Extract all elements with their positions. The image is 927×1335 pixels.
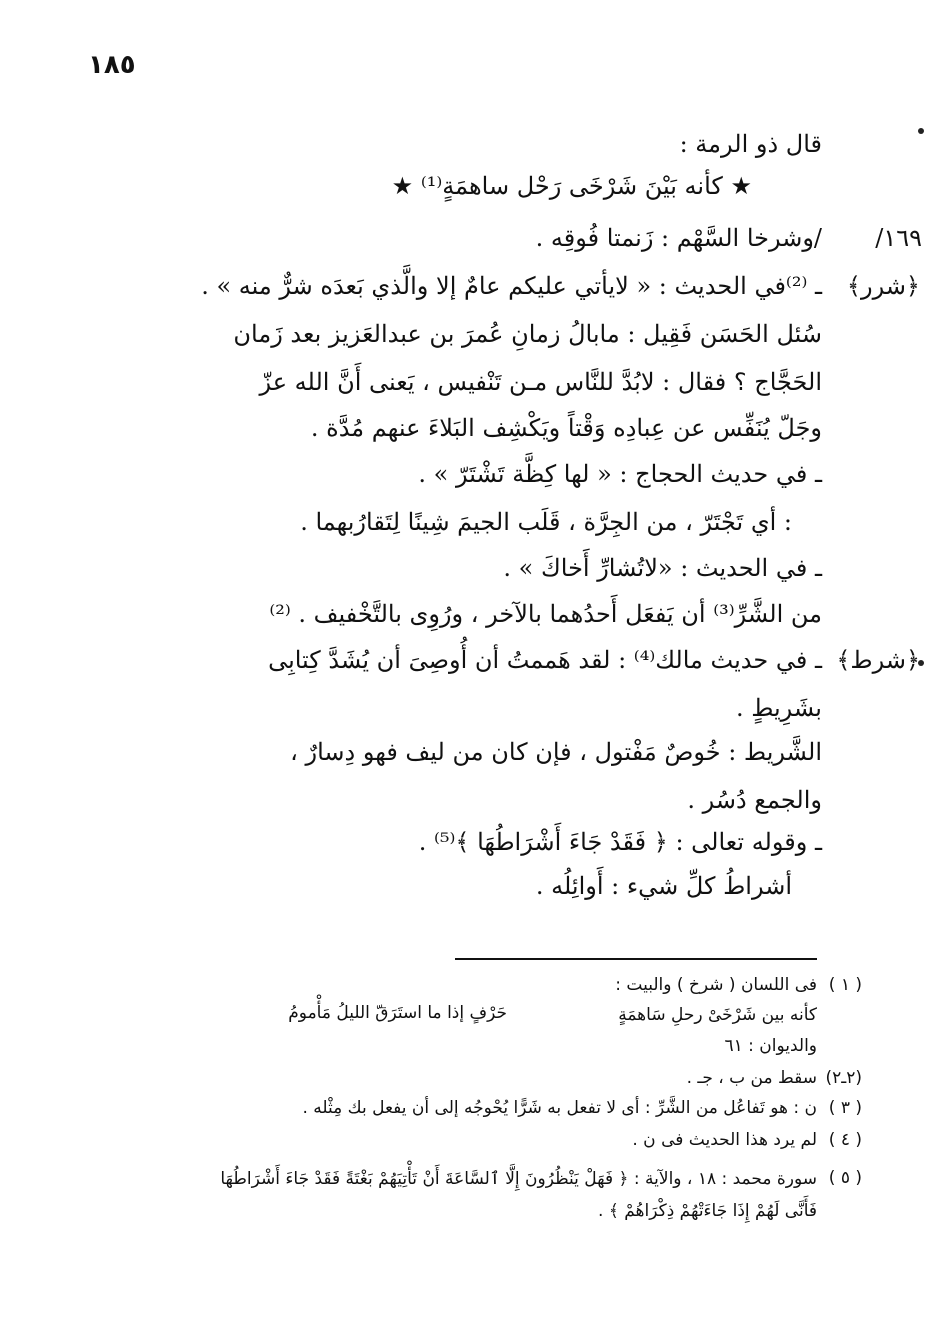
text-line: وجَلّ يُنَفِّس عن عِبادِه وَقْتاً ويَكْشِف البَلاءَ عنهم مُدَّة .: [310, 414, 822, 442]
text-line: ـ في حديث الحجاج : « لها كِظَّة تَشْتَرّ » .: [418, 460, 822, 488]
footnote-number: ( ٥ ): [828, 1168, 862, 1188]
footnote-number: ( ١ ): [828, 975, 862, 995]
footnote-verse-right: كأنه بين شَرْخَىْ رحلِ سَاهمَةٍ: [618, 1005, 817, 1025]
root-marker-sharr: ﴿شرر﴾: [846, 272, 920, 300]
footnote-line: فَأَنَّى لَهُمْ إِذَا جَاءَتْهُمْ ذِكْرَاهُمْ ﴾ .: [598, 1201, 817, 1221]
text-line: بشَرِيطٍ .: [735, 694, 822, 722]
footnote-line: لم يرد هذا الحديث فى ن .: [632, 1130, 817, 1150]
entry-line: /وشرخا السَّهْم : زَنمتا فُوقِه .: [535, 224, 822, 252]
footnote-line: ن : هو تَفاعُل من الشَّرِّ : أى لا تفعل به شَرًّا يُحْوجُه إلى أن يفعل بك مِثْله .: [302, 1098, 817, 1118]
footnote-number: ( ٣ ): [828, 1098, 862, 1118]
text-line: سُئل الحَسَن فَقِيل : مابالُ زمانِ عُمرَ بن عبدالعَزيز بعد زَمان: [233, 320, 822, 348]
text-line: : أي تَجْتَرّ ، من الجِرَّة ، قَلَب الجيمَ شِينًا لِتَقارُبهما .: [300, 508, 792, 536]
footnote-separator: [455, 958, 817, 960]
text-line: والجمع دُسُر .: [687, 786, 822, 814]
footnote-line: والديوان : ٦١: [724, 1036, 817, 1056]
footnote-verse-left: حَرْفٍ إذا ما استَرَقّ الليلُ مَأْمومُ: [288, 1003, 507, 1023]
root-marker-shart: ﴿شرط﴾: [836, 646, 920, 674]
verse-line: ★ كأنه بَيْنَ شَرْخَى رَحْل ساهمَةٍ⁽¹⁾ ★: [391, 172, 752, 200]
footnote-number: (٢ـ٢): [825, 1068, 862, 1088]
text-line: ـ في حديث مالك⁽⁴⁾ : لقد هَممتُ أن أُوصِىَ أن يُشَدَّ كِتابِى: [268, 646, 822, 674]
footnote-line: سقط من ب ، جـ .: [686, 1068, 817, 1088]
text-line: أشراطُ كلِّ شيء : أَوائِلُه .: [535, 872, 792, 900]
text-line: ـ ⁽²⁾في الحديث : « لايأتي عليكم عامٌ إلا والَّذي بَعدَه شرٌّ منه » .: [201, 272, 822, 300]
text-line: ـ وقوله تعالى : ﴿ فَقَدْ جَاءَ أَشْرَاطُهَا ﴾⁽⁵⁾ .: [418, 828, 822, 856]
margin-dot: [918, 128, 924, 134]
entry-number: ١٦٩/: [875, 224, 922, 252]
text-line: الشَّريط : خُوصٌ مَفْتول ، فإن كان من ليف فهو دِسارٌ ،: [290, 738, 822, 766]
text-line: الحَجَّاج ؟ فقال : لابُدَّ للنَّاس مـن تَنْفيس ، يَعنى أَنَّ الله عزّ: [259, 368, 822, 396]
page-number: ١٨٥: [88, 50, 136, 80]
text-line: ـ في الحديث : «لاتُشارِّ أَخاكَ » .: [503, 554, 822, 582]
text-line: من الشَّرِّ⁽³⁾ أن يَفعَل أَحدُهما بالآخر ، ورُوِى بالتَّخْفيف . ⁽²⁾: [269, 600, 822, 628]
footnote-line: سورة محمد : ١٨ ، والآية : ﴿ فَهَلْ يَنْظُرُونَ إِلَّا ٱلسَّاعَةَ أَنْ تَأْتِيَهُمْ بَغْتَةً فَقَدْ جَاءَ أَشْرَاطُهَا: [220, 1169, 817, 1189]
intro-line: قال ذو الرمة :: [679, 130, 822, 158]
footnote-line: فى اللسان ( شرخ ) والبيت :: [615, 975, 817, 995]
footnote-number: ( ٤ ): [828, 1130, 862, 1150]
